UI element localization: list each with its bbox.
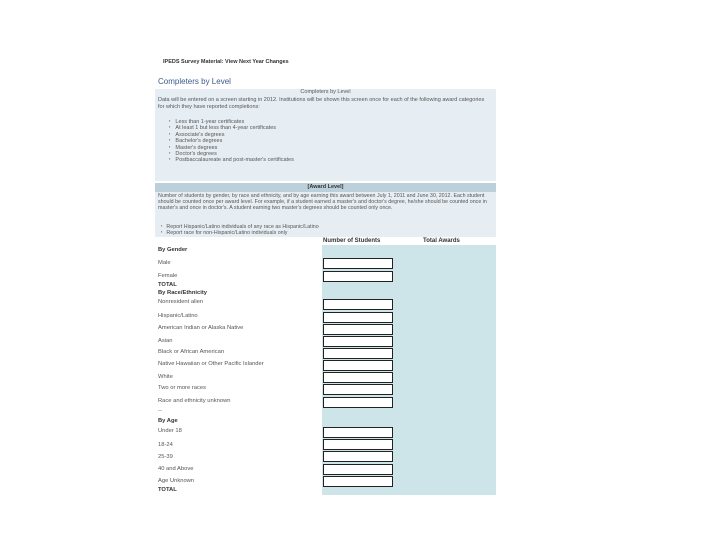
list-item: ▪ Master's degrees [169, 145, 294, 151]
row-label: -- [158, 408, 162, 414]
female-students-input[interactable] [323, 271, 393, 282]
table-row [155, 323, 496, 335]
row-label: Age Unknown [158, 478, 195, 484]
table-row [155, 335, 496, 347]
list-item: ▪ Report race for non-Hispanic/Latino individuals only [161, 230, 319, 236]
race-unknown-input[interactable] [323, 397, 393, 408]
row-label: 40 and Above [158, 466, 194, 472]
group-row-race [155, 289, 496, 298]
row-label: Black or African American [158, 349, 225, 355]
row-label: White [158, 374, 173, 380]
list-item: ▪ Postbaccalaureate and post-master's certificates [169, 157, 294, 163]
award-level-list [169, 119, 294, 164]
age-40-and-above-input[interactable] [323, 464, 393, 475]
row-label: Race and ethnicity unknown [158, 398, 231, 404]
group-row-age [155, 417, 496, 426]
list-item: ▪ Doctor's degrees [169, 151, 294, 157]
age-under-18-input[interactable] [323, 427, 393, 438]
total-label: TOTAL [158, 487, 177, 493]
group-label: By Age [158, 418, 178, 424]
completers-table [155, 245, 496, 495]
column-header-students: Number of Students [323, 238, 381, 244]
table-cell [322, 417, 496, 426]
table-row [155, 450, 496, 463]
age-unknown-input[interactable] [323, 476, 393, 487]
age-25-39-input[interactable] [323, 451, 393, 462]
section-title: Completers by Level [158, 77, 231, 86]
table-row [155, 475, 496, 487]
table-row [155, 311, 496, 323]
hispanic-latino-input[interactable] [323, 312, 393, 323]
award-instructions [155, 192, 496, 237]
row-label: Native Hawaiian or Other Pacific Islander [158, 361, 264, 367]
table-cell [322, 487, 496, 495]
row-label: Hispanic/Latino [158, 313, 198, 319]
white-input[interactable] [323, 372, 393, 383]
table-row [155, 371, 496, 383]
table-row [155, 396, 496, 408]
table-row [155, 359, 496, 371]
row-label: Male [158, 260, 171, 266]
panel-intro-text: Data will be entered on a screen starting in 2012. Institutions will be shown this screen once for each of the following award categories for which they have reported completions: [158, 97, 485, 110]
list-item: ▪ At least 1 but less than 4-year certificates [169, 125, 294, 131]
list-item: ▪ Associate's degrees [169, 132, 294, 138]
table-row [155, 269, 496, 282]
table-row [155, 298, 496, 311]
table-row [155, 282, 496, 289]
table-cell [322, 282, 496, 289]
table-row [155, 463, 496, 475]
row-label: American Indian or Alaska Native [158, 325, 244, 331]
row-label: 18-24 [158, 442, 173, 448]
group-row-gender [155, 245, 496, 257]
american-indian-input[interactable] [323, 324, 393, 335]
row-label: 25-39 [158, 454, 173, 460]
row-label: Under 18 [158, 428, 182, 434]
row-label: Asian [158, 338, 173, 344]
award-instructions-list [161, 224, 319, 236]
award-instructions-text: Number of students by gender, by race and ethnicity, and by age earning this award between July 1, 2011 and June 30, 2012. Each student should be counted once per award level. For example, if a student earned a master's and doctor's degree, he/she should be counted once in master's and once in doctor's. A student earning two master's degrees should be counted only once. [158, 193, 487, 212]
survey-header-title: IPEDS Survey Material: View Next Year Changes [163, 59, 289, 65]
table-cell [322, 289, 496, 298]
row-label: Two or more races [158, 385, 206, 391]
group-label: By Gender [158, 247, 188, 253]
table-row [155, 438, 496, 450]
age-18-24-input[interactable] [323, 439, 393, 450]
table-row [155, 426, 496, 438]
list-item: ▪ Report Hispanic/Latino individuals of any race as Hispanic/Latino [161, 224, 319, 230]
table-row [155, 383, 496, 396]
group-label: By Race/Ethnicity [158, 290, 207, 296]
total-label: TOTAL [158, 282, 177, 288]
row-label: Nonresident alien [158, 299, 204, 305]
black-african-american-input[interactable] [323, 348, 393, 359]
table-row [155, 487, 496, 495]
table-cell [322, 408, 496, 417]
award-level-header: [Award Level] [155, 183, 496, 192]
list-item: ▪ Less than 1-year certificates [169, 119, 294, 125]
table-cell [322, 245, 496, 257]
table-row [155, 408, 496, 417]
panel-title: Completers by Level [300, 89, 351, 95]
table-row [155, 347, 496, 359]
list-item: ▪ Bachelor's degrees [169, 138, 294, 144]
nonresident-alien-input[interactable] [323, 299, 393, 310]
completers-info-panel [155, 89, 496, 181]
row-label: Female [158, 273, 178, 279]
male-students-input[interactable] [323, 258, 393, 269]
two-or-more-races-input[interactable] [323, 384, 393, 395]
column-header-total-awards: Total Awards [423, 238, 460, 244]
asian-input[interactable] [323, 336, 393, 347]
native-hawaiian-input[interactable] [323, 360, 393, 371]
table-row [155, 257, 496, 269]
